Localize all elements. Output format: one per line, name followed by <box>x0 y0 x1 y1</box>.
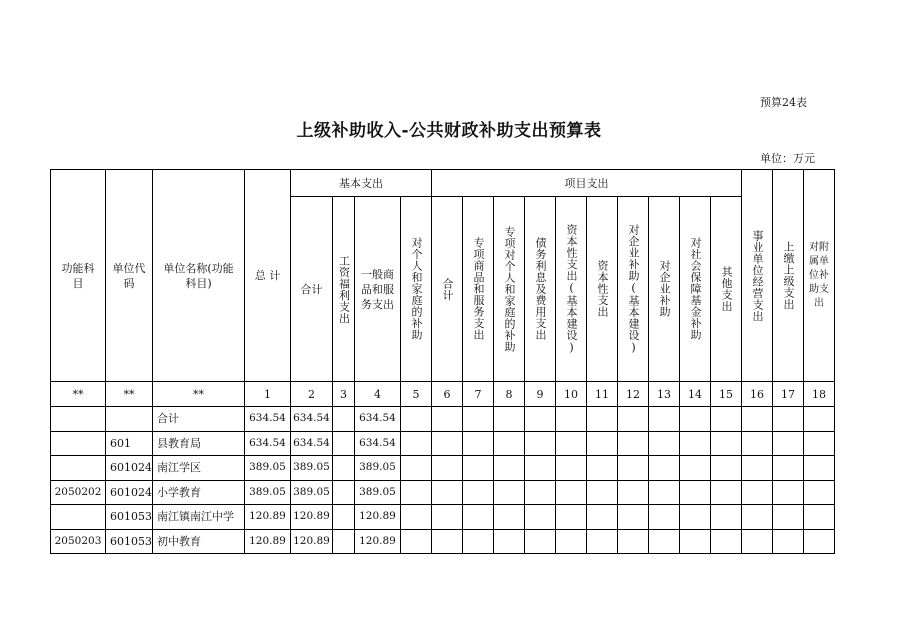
cell-empty <box>587 529 618 554</box>
header-func-code: 功能科目 <box>51 170 106 382</box>
cell-total: 120.89 <box>245 529 291 554</box>
cell-empty <box>680 407 711 432</box>
cell-empty <box>401 407 432 432</box>
cell-goods: 634.54 <box>355 407 401 432</box>
cell-empty <box>494 505 525 530</box>
cell-empty <box>494 407 525 432</box>
cell-empty <box>618 505 649 530</box>
cell-unit-name: 县教育局 <box>153 431 245 456</box>
cell-empty <box>432 431 463 456</box>
cell-basic-sum: 120.89 <box>291 529 333 554</box>
budget-table <box>50 169 835 554</box>
header-affiliated: 对附属单位补助支出 <box>804 170 835 382</box>
header-other: 其他支出 <box>711 197 742 382</box>
cell-basic-sum: 634.54 <box>291 431 333 456</box>
cell-empty <box>680 480 711 505</box>
unit-label: 单位：万元 <box>760 152 815 165</box>
cell-empty <box>401 529 432 554</box>
index-cell: 14 <box>680 382 711 407</box>
cell-empty <box>463 407 494 432</box>
cell-empty <box>742 505 773 530</box>
index-cell: 5 <box>401 382 432 407</box>
cell-total: 634.54 <box>245 407 291 432</box>
cell-func-code <box>51 505 106 530</box>
cell-empty <box>773 456 804 481</box>
cell-goods: 120.89 <box>355 505 401 530</box>
header-basic-group: 基本支出 <box>291 170 432 197</box>
cell-basic-sum: 120.89 <box>291 505 333 530</box>
header-unit-code: 单位代码 <box>106 170 153 382</box>
index-cell: 13 <box>649 382 680 407</box>
cell-empty <box>742 407 773 432</box>
cell-empty <box>432 505 463 530</box>
cell-empty <box>711 456 742 481</box>
cell-func-code <box>51 456 106 481</box>
cell-empty <box>618 431 649 456</box>
cell-func-code <box>51 431 106 456</box>
cell-empty <box>401 456 432 481</box>
cell-goods: 389.05 <box>355 456 401 481</box>
cell-empty <box>401 431 432 456</box>
index-cell: 15 <box>711 382 742 407</box>
cell-unit-name: 初中教育 <box>153 529 245 554</box>
header-biz-op: 事业单位经营支出 <box>742 170 773 382</box>
cell-func-code <box>51 407 106 432</box>
cell-empty <box>649 505 680 530</box>
table-row <box>51 407 835 432</box>
cell-total: 634.54 <box>245 431 291 456</box>
cell-empty <box>463 456 494 481</box>
cell-empty <box>742 431 773 456</box>
table-row <box>51 456 835 481</box>
cell-unit-code: 601053 <box>106 529 153 554</box>
cell-empty <box>525 456 556 481</box>
cell-empty <box>432 529 463 554</box>
index-cell: 16 <box>742 382 773 407</box>
index-cell: 2 <box>291 382 333 407</box>
cell-empty <box>680 456 711 481</box>
header-proj-sum: 合计 <box>432 197 463 382</box>
header-row-top <box>51 170 835 197</box>
index-cell: ** <box>153 382 245 407</box>
cell-func-code: 2050202 <box>51 480 106 505</box>
header-personal: 对个人和家庭的补助 <box>401 197 432 382</box>
cell-empty <box>556 456 587 481</box>
cell-empty <box>680 431 711 456</box>
cell-unit-name: 南江镇南江中学 <box>153 505 245 530</box>
cell-empty <box>432 407 463 432</box>
cell-empty <box>463 480 494 505</box>
index-cell: 18 <box>804 382 835 407</box>
cell-empty <box>711 505 742 530</box>
header-proj-goods: 专项商品和服务支出 <box>463 197 494 382</box>
cell-empty <box>432 480 463 505</box>
cell-empty <box>401 505 432 530</box>
cell-empty <box>649 529 680 554</box>
cell-empty <box>804 407 835 432</box>
cell-total: 120.89 <box>245 505 291 530</box>
table-row <box>51 480 835 505</box>
cell-empty <box>680 505 711 530</box>
index-cell: 9 <box>525 382 556 407</box>
cell-unit-code <box>106 407 153 432</box>
cell-empty <box>773 505 804 530</box>
cell-empty <box>742 480 773 505</box>
cell-empty <box>494 456 525 481</box>
index-cell: 1 <box>245 382 291 407</box>
cell-empty <box>773 431 804 456</box>
cell-unit-name: 合计 <box>153 407 245 432</box>
header-social: 对社会保障基金补助 <box>680 197 711 382</box>
cell-empty <box>711 529 742 554</box>
index-cell: 6 <box>432 382 463 407</box>
cell-total: 389.05 <box>245 456 291 481</box>
header-upper: 上缴上级支出 <box>773 170 804 382</box>
cell-empty <box>587 456 618 481</box>
index-cell: ** <box>51 382 106 407</box>
header-total: 总 计 <box>245 170 291 382</box>
table-row <box>51 529 835 554</box>
cell-empty <box>618 407 649 432</box>
cell-empty <box>804 431 835 456</box>
cell-empty <box>587 480 618 505</box>
cell-basic-sum: 389.05 <box>291 456 333 481</box>
header-capital-base: 资本性支出(基本建设) <box>556 197 587 382</box>
cell-empty <box>494 529 525 554</box>
cell-basic-sum: 634.54 <box>291 407 333 432</box>
cell-empty <box>463 505 494 530</box>
cell-empty <box>649 431 680 456</box>
cell-empty <box>804 529 835 554</box>
header-proj-personal: 专项对个人和家庭的补助 <box>494 197 525 382</box>
cell-empty <box>556 407 587 432</box>
cell-goods: 634.54 <box>355 431 401 456</box>
cell-empty <box>587 505 618 530</box>
cell-goods: 389.05 <box>355 480 401 505</box>
cell-unit-name: 小学教育 <box>153 480 245 505</box>
cell-empty <box>525 431 556 456</box>
cell-wage <box>333 480 355 505</box>
cell-empty <box>525 407 556 432</box>
cell-wage <box>333 407 355 432</box>
cell-empty <box>587 431 618 456</box>
cell-empty <box>463 529 494 554</box>
cell-empty <box>525 505 556 530</box>
header-goods: 一般商品和服务支出 <box>355 197 401 382</box>
index-cell: 12 <box>618 382 649 407</box>
cell-goods: 120.89 <box>355 529 401 554</box>
cell-empty <box>556 431 587 456</box>
cell-empty <box>649 456 680 481</box>
cell-empty <box>742 529 773 554</box>
cell-empty <box>804 480 835 505</box>
header-capital: 资本性支出 <box>587 197 618 382</box>
cell-empty <box>556 480 587 505</box>
cell-empty <box>711 431 742 456</box>
cell-empty <box>649 480 680 505</box>
cell-empty <box>804 505 835 530</box>
header-wage: 工资福利支出 <box>333 197 355 382</box>
cell-empty <box>773 407 804 432</box>
table-row <box>51 431 835 456</box>
cell-empty <box>618 480 649 505</box>
cell-wage <box>333 529 355 554</box>
cell-unit-name: 南江学区 <box>153 456 245 481</box>
index-cell: 8 <box>494 382 525 407</box>
cell-empty <box>711 407 742 432</box>
table-row <box>51 505 835 530</box>
cell-empty <box>742 456 773 481</box>
index-cell: 17 <box>773 382 804 407</box>
index-cell: 10 <box>556 382 587 407</box>
index-row <box>51 382 835 407</box>
cell-empty <box>804 456 835 481</box>
cell-empty <box>494 480 525 505</box>
cell-empty <box>618 529 649 554</box>
cell-wage <box>333 456 355 481</box>
cell-unit-code: 601024 <box>106 456 153 481</box>
cell-unit-code: 601024 <box>106 480 153 505</box>
cell-wage <box>333 431 355 456</box>
cell-empty <box>525 529 556 554</box>
cell-empty <box>649 407 680 432</box>
cell-empty <box>711 480 742 505</box>
cell-empty <box>401 480 432 505</box>
header-ent-base: 对企业补助(基本建设) <box>618 197 649 382</box>
cell-basic-sum: 389.05 <box>291 480 333 505</box>
cell-empty <box>773 529 804 554</box>
cell-empty <box>680 529 711 554</box>
cell-empty <box>773 480 804 505</box>
header-debt: 债务利息及费用支出 <box>525 197 556 382</box>
index-cell: 4 <box>355 382 401 407</box>
cell-func-code: 2050203 <box>51 529 106 554</box>
cell-wage <box>333 505 355 530</box>
page-title: 上级补助收入-公共财政补助支出预算表 <box>296 121 602 141</box>
cell-empty <box>618 456 649 481</box>
header-project-group: 项目支出 <box>432 170 742 197</box>
cell-empty <box>587 407 618 432</box>
cell-empty <box>556 529 587 554</box>
cell-total: 389.05 <box>245 480 291 505</box>
cell-empty <box>494 431 525 456</box>
header-ent: 对企业补助 <box>649 197 680 382</box>
cell-empty <box>432 456 463 481</box>
index-cell: 7 <box>463 382 494 407</box>
header-unit-name: 单位名称(功能科目) <box>153 170 245 382</box>
index-cell: 11 <box>587 382 618 407</box>
cell-unit-code: 601 <box>106 431 153 456</box>
cell-empty <box>556 505 587 530</box>
index-cell: ** <box>106 382 153 407</box>
cell-unit-code: 601053 <box>106 505 153 530</box>
cell-empty <box>463 431 494 456</box>
index-cell: 3 <box>333 382 355 407</box>
cell-empty <box>525 480 556 505</box>
form-number: 预算24表 <box>760 96 807 109</box>
header-basic-sum: 合计 <box>291 197 333 382</box>
